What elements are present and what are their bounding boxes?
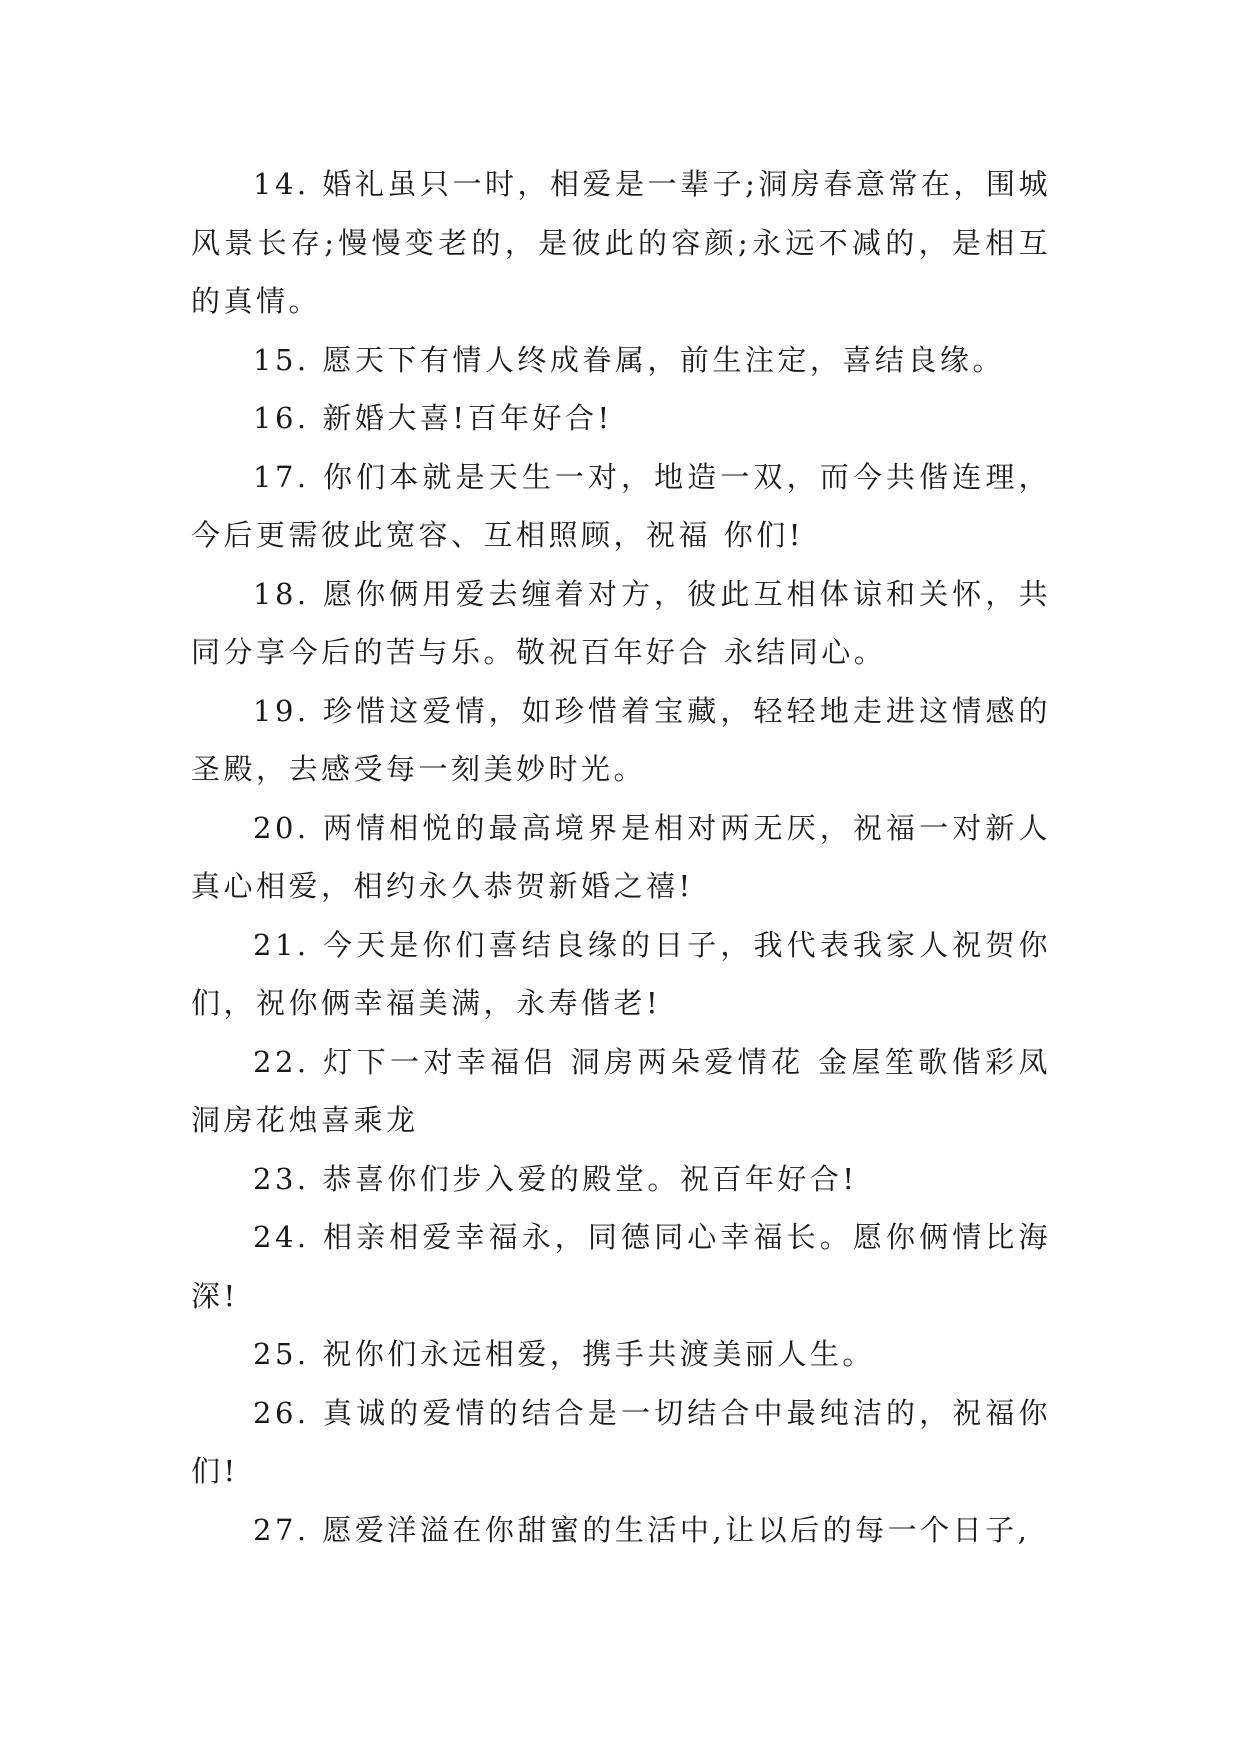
paragraph-text: 两情相悦的最高境界是相对两无厌，祝福一对新人真心相爱，相约永久恭贺新婚之禧! xyxy=(191,810,1051,903)
paragraph-number: 22. xyxy=(253,1044,310,1079)
paragraph-text: 珍惜这爱情，如珍惜着宝藏，轻轻地走进这情感的圣殿，去感受每一刻美妙时光。 xyxy=(191,693,1051,786)
paragraph-text: 婚礼虽只一时，相爱是一辈子;洞房春意常在，围城风景长存;慢慢变老的，是彼此的容颜;永远不减的，是相互的真情。 xyxy=(191,167,1052,318)
paragraph-number: 17. xyxy=(253,459,310,494)
paragraph-20 xyxy=(191,799,1051,916)
paragraph-22 xyxy=(191,1033,1051,1150)
paragraph-number: 14. xyxy=(253,167,310,201)
paragraph-27 xyxy=(191,1501,1051,1560)
paragraph-25 xyxy=(191,1325,1051,1384)
paragraph-number: 21. xyxy=(253,927,310,962)
paragraph-text: 今天是你们喜结良缘的日子，我代表我家人祝贺你们，祝你俩幸福美满，永寿偕老! xyxy=(191,927,1051,1020)
paragraph-text: 愿天下有情人终成眷属，前生注定，喜结良缘。 xyxy=(322,342,1005,377)
paragraph-text: 相亲相爱幸福永，同德同心幸福长。愿你俩情比海深! xyxy=(191,1220,1051,1313)
paragraph-text: 愿你俩用爱去缠着对方，彼此互相体谅和关怀，共同分享今后的苦与乐。敬祝百年好合 永结同心。 xyxy=(191,576,1051,669)
paragraph-text: 灯下一对幸福侣 洞房两朵爱情花 金屋笙歌偕彩凤 洞房花烛喜乘龙 xyxy=(191,1044,1052,1137)
paragraph-text: 愿爱洋溢在你甜蜜的生活中,让以后的每一个日子, xyxy=(322,1512,1031,1547)
paragraph-18 xyxy=(191,565,1051,682)
paragraph-number: 20. xyxy=(253,810,310,845)
paragraph-24 xyxy=(191,1208,1051,1325)
paragraph-text: 新婚大喜!百年好合! xyxy=(322,401,613,435)
paragraph-23 xyxy=(191,1150,1051,1209)
document-body xyxy=(191,155,1051,1559)
paragraph-number: 16. xyxy=(253,401,310,435)
paragraph-15 xyxy=(191,331,1051,390)
paragraph-text: 祝你们永远相爱，携手共渡美丽人生。 xyxy=(322,1337,875,1371)
paragraph-14 xyxy=(191,155,1051,331)
paragraph-number: 23. xyxy=(253,1161,310,1196)
paragraph-19 xyxy=(191,682,1051,799)
paragraph-number: 18. xyxy=(253,576,310,611)
paragraph-number: 27. xyxy=(253,1512,310,1547)
paragraph-number: 26. xyxy=(253,1395,310,1430)
paragraph-21 xyxy=(191,916,1051,1033)
paragraph-number: 24. xyxy=(253,1220,310,1254)
paragraph-text: 恭喜你们步入爱的殿堂。祝百年好合! xyxy=(322,1161,858,1196)
paragraph-16 xyxy=(191,389,1051,448)
paragraph-number: 25. xyxy=(253,1337,310,1371)
paragraph-text: 你们本就是天生一对，地造一双，而今共偕连理，今后更需彼此宽容、互相照顾，祝福 你们! xyxy=(191,459,1051,552)
paragraph-number: 15. xyxy=(253,342,310,377)
paragraph-number: 19. xyxy=(253,693,310,728)
paragraph-26 xyxy=(191,1384,1051,1501)
paragraph-text: 真诚的爱情的结合是一切结合中最纯洁的，祝福你们! xyxy=(191,1395,1051,1488)
paragraph-17 xyxy=(191,448,1051,565)
